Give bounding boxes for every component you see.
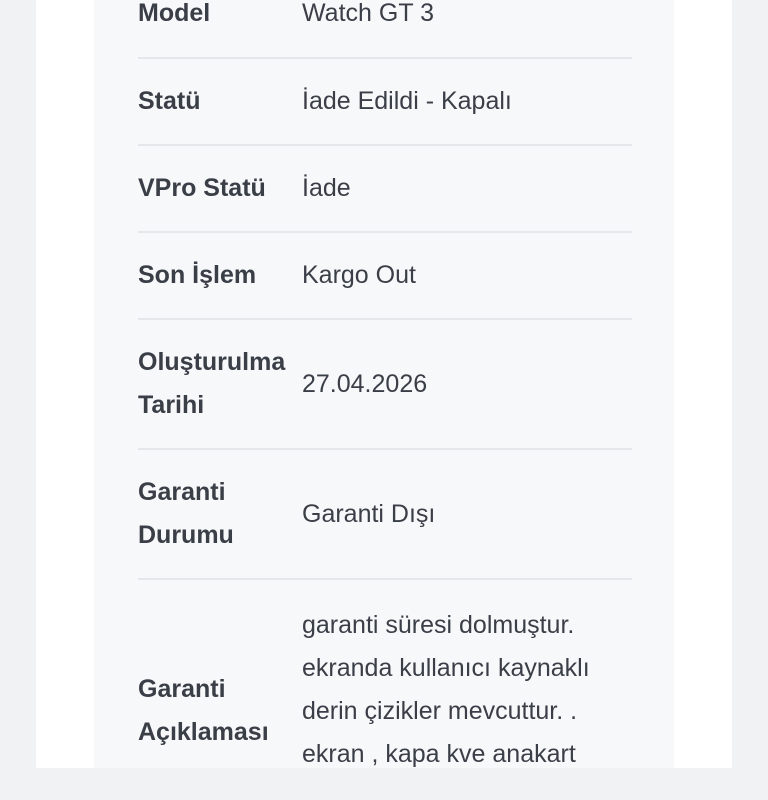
- row-label: Garanti Açıklaması: [138, 675, 269, 746]
- row-value: İade Edildi - Kapalı: [302, 87, 512, 115]
- row-label: Son İşlem: [138, 261, 257, 289]
- page-background: [36, 0, 732, 768]
- row-label: Statü: [138, 87, 201, 115]
- detail-row-last-action: [138, 233, 632, 320]
- row-value: garanti süresi dolmuştur. ekranda kullanıcı kaynaklı derin çizikler mevcuttur. . ekran , kapa kve anakart: [302, 611, 590, 768]
- detail-row-warranty-description: [138, 580, 632, 800]
- row-label: VPro Statü: [138, 174, 266, 202]
- detail-row-vpro-status: [138, 146, 632, 233]
- row-value: İade: [302, 174, 351, 202]
- detail-row-model: [138, 0, 632, 59]
- row-label: Oluşturulma Tarihi: [138, 348, 286, 419]
- row-value: Garanti Dışı: [302, 499, 436, 528]
- row-label: Model: [138, 0, 211, 27]
- details-card: [94, 0, 674, 768]
- row-value: Watch GT 3: [302, 0, 434, 27]
- row-value: 27.04.2026: [302, 369, 428, 398]
- row-value: Kargo Out: [302, 261, 416, 289]
- details-list: [138, 0, 632, 800]
- detail-row-created-date: [138, 320, 632, 450]
- row-label: Garanti Durumu: [138, 478, 234, 549]
- detail-row-warranty-status: [138, 450, 632, 580]
- detail-row-status: [138, 59, 632, 146]
